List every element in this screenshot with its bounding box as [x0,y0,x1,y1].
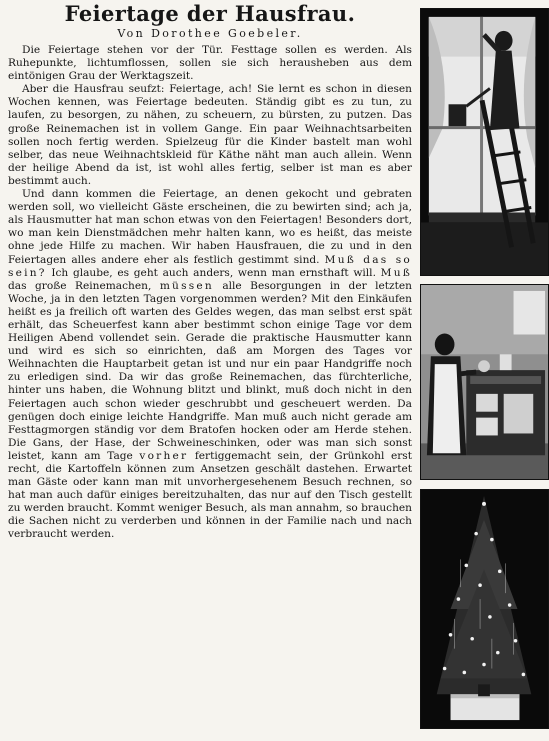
article-title: Feiertage der Hausfrau. [64,2,356,26]
article-text-segment: alle Besorgungen in der letzten Woche, ja in den letzten Tagen vorgenommen werden? Mit den Einkäufen heißt es ja freilich oft warten des Geldes wegen, das man selbst erst spät erhält, das Scheuerfest kann aber bestimmt schon einige Tage vor dem Heiligen Abend vollendet sein. Gerade die praktische Hausmutter kann und wird es sich so einrichten, daß am Morgen des Tages vor Weihnachten die Hauptarbeit getan ist und nur ein paar Handgriffe noch zu erledigen sind. Da wir das große Reinemachen, das fürchterliche, hinter uns haben, die Wohnung blitzt und blinkt, muß doch nicht in den Feiertagen auch schon wieder geschrubbt und gescheuert werden. Da genügen doch einige leichte Handgriffe. Man muß auch nicht gerade am Festtagmorgen ständig vor dem Bratofen hocken oder am Herde stehen. Die Gans, der Hase, der Schweineschinken, oder was man sich sonst leistet, kann am Tage [8,279,412,462]
woman-at-kitchen-stove-photo [420,284,549,480]
emphasis-vorher: vorher [139,449,189,462]
emphasis-muessen: müssen [159,279,214,292]
article-paragraph-3 [8,188,412,542]
christmas-tree-illustration [421,490,548,728]
article-text-segment: das große Reinemachen, [8,279,152,292]
article-paragraph-3-text: Und dann kommen die Feiertage, an denen gekocht und gebraten werden soll, wo vielleicht Gäste erscheinen, die zu bewirten sind; ach ja, als Hausmutter hat man schon etwas von den Feiertagen! Besonders dort, wo man kein Dienstmädchen mehr halten kann, wo es heißt, das meiste ohne jede Hilfe zu machen. Wir haben Hausfrauen, die zu und in den Feiertagen alles andere eher als festlich gestimmt sind. [8,188,412,266]
article-column [8,2,412,738]
christmas-tree-photo [420,489,549,729]
article-paragraph-3-tail: Ich glaube, es geht auch anders, wenn man ernsthaft will. [51,266,376,279]
emphasis-muss: Muß [380,266,412,279]
article-text-segment: fertiggemacht sein, der Grünkohl erst recht, die Kartoffeln können zum Ansetzen geschält dastehen. Erwartet man Gäste oder kann man mit unvorhergesehenem Besuch rechnen, so hat man auch dafür einiges bereitzuhalten, das nur auf den Tisch gestellt zu werden braucht. Kommt weniger Besuch, als man annahm, so brauchen die Sachen nicht zu verderben und können in der Familie nach und nach verbraucht werden. [8,449,412,541]
article-paragraph-1: Die Feiertage stehen vor der Tür. Festtage sollen es werden. Als Ruhepunkte, lichtumflossen, sollen sie sich herausheben aus dem eintönigen Grau der Werktagszeit. [8,44,412,83]
article-paragraph-2: Aber die Hausfrau seufzt: Feiertage, ach! Sie lernt es schon in diesen Wochen kennen, was Feiertage bedeuten. Ständig gibt es zu tun, zu laufen, zu besorgen, zu nähen, zu scheuern, zu bürsten, zu putzen. Das große Reinemachen ist in vollem Gange. Ein paar Weihnachtsarbeiten sollen noch fertig werden. Spielzeug für die Kinder bastelt man wohl selber, das neue Weihnachtskleid für Käthe näht man auch allein. Wenn der heilige Abend da ist, ist wohl alles fertig, selber ist man es aber bestimmt auch. [8,83,412,187]
woman-on-ladder-at-window-photo [420,8,549,276]
article-body [8,44,412,542]
emphasis-muss-das-so-sein: Muß das so sein? [8,253,412,279]
woman-on-ladder-illustration [421,9,548,275]
article-byline: Von Dorothee Goebeler. [117,27,303,40]
kitchen-stove-illustration [421,285,548,479]
